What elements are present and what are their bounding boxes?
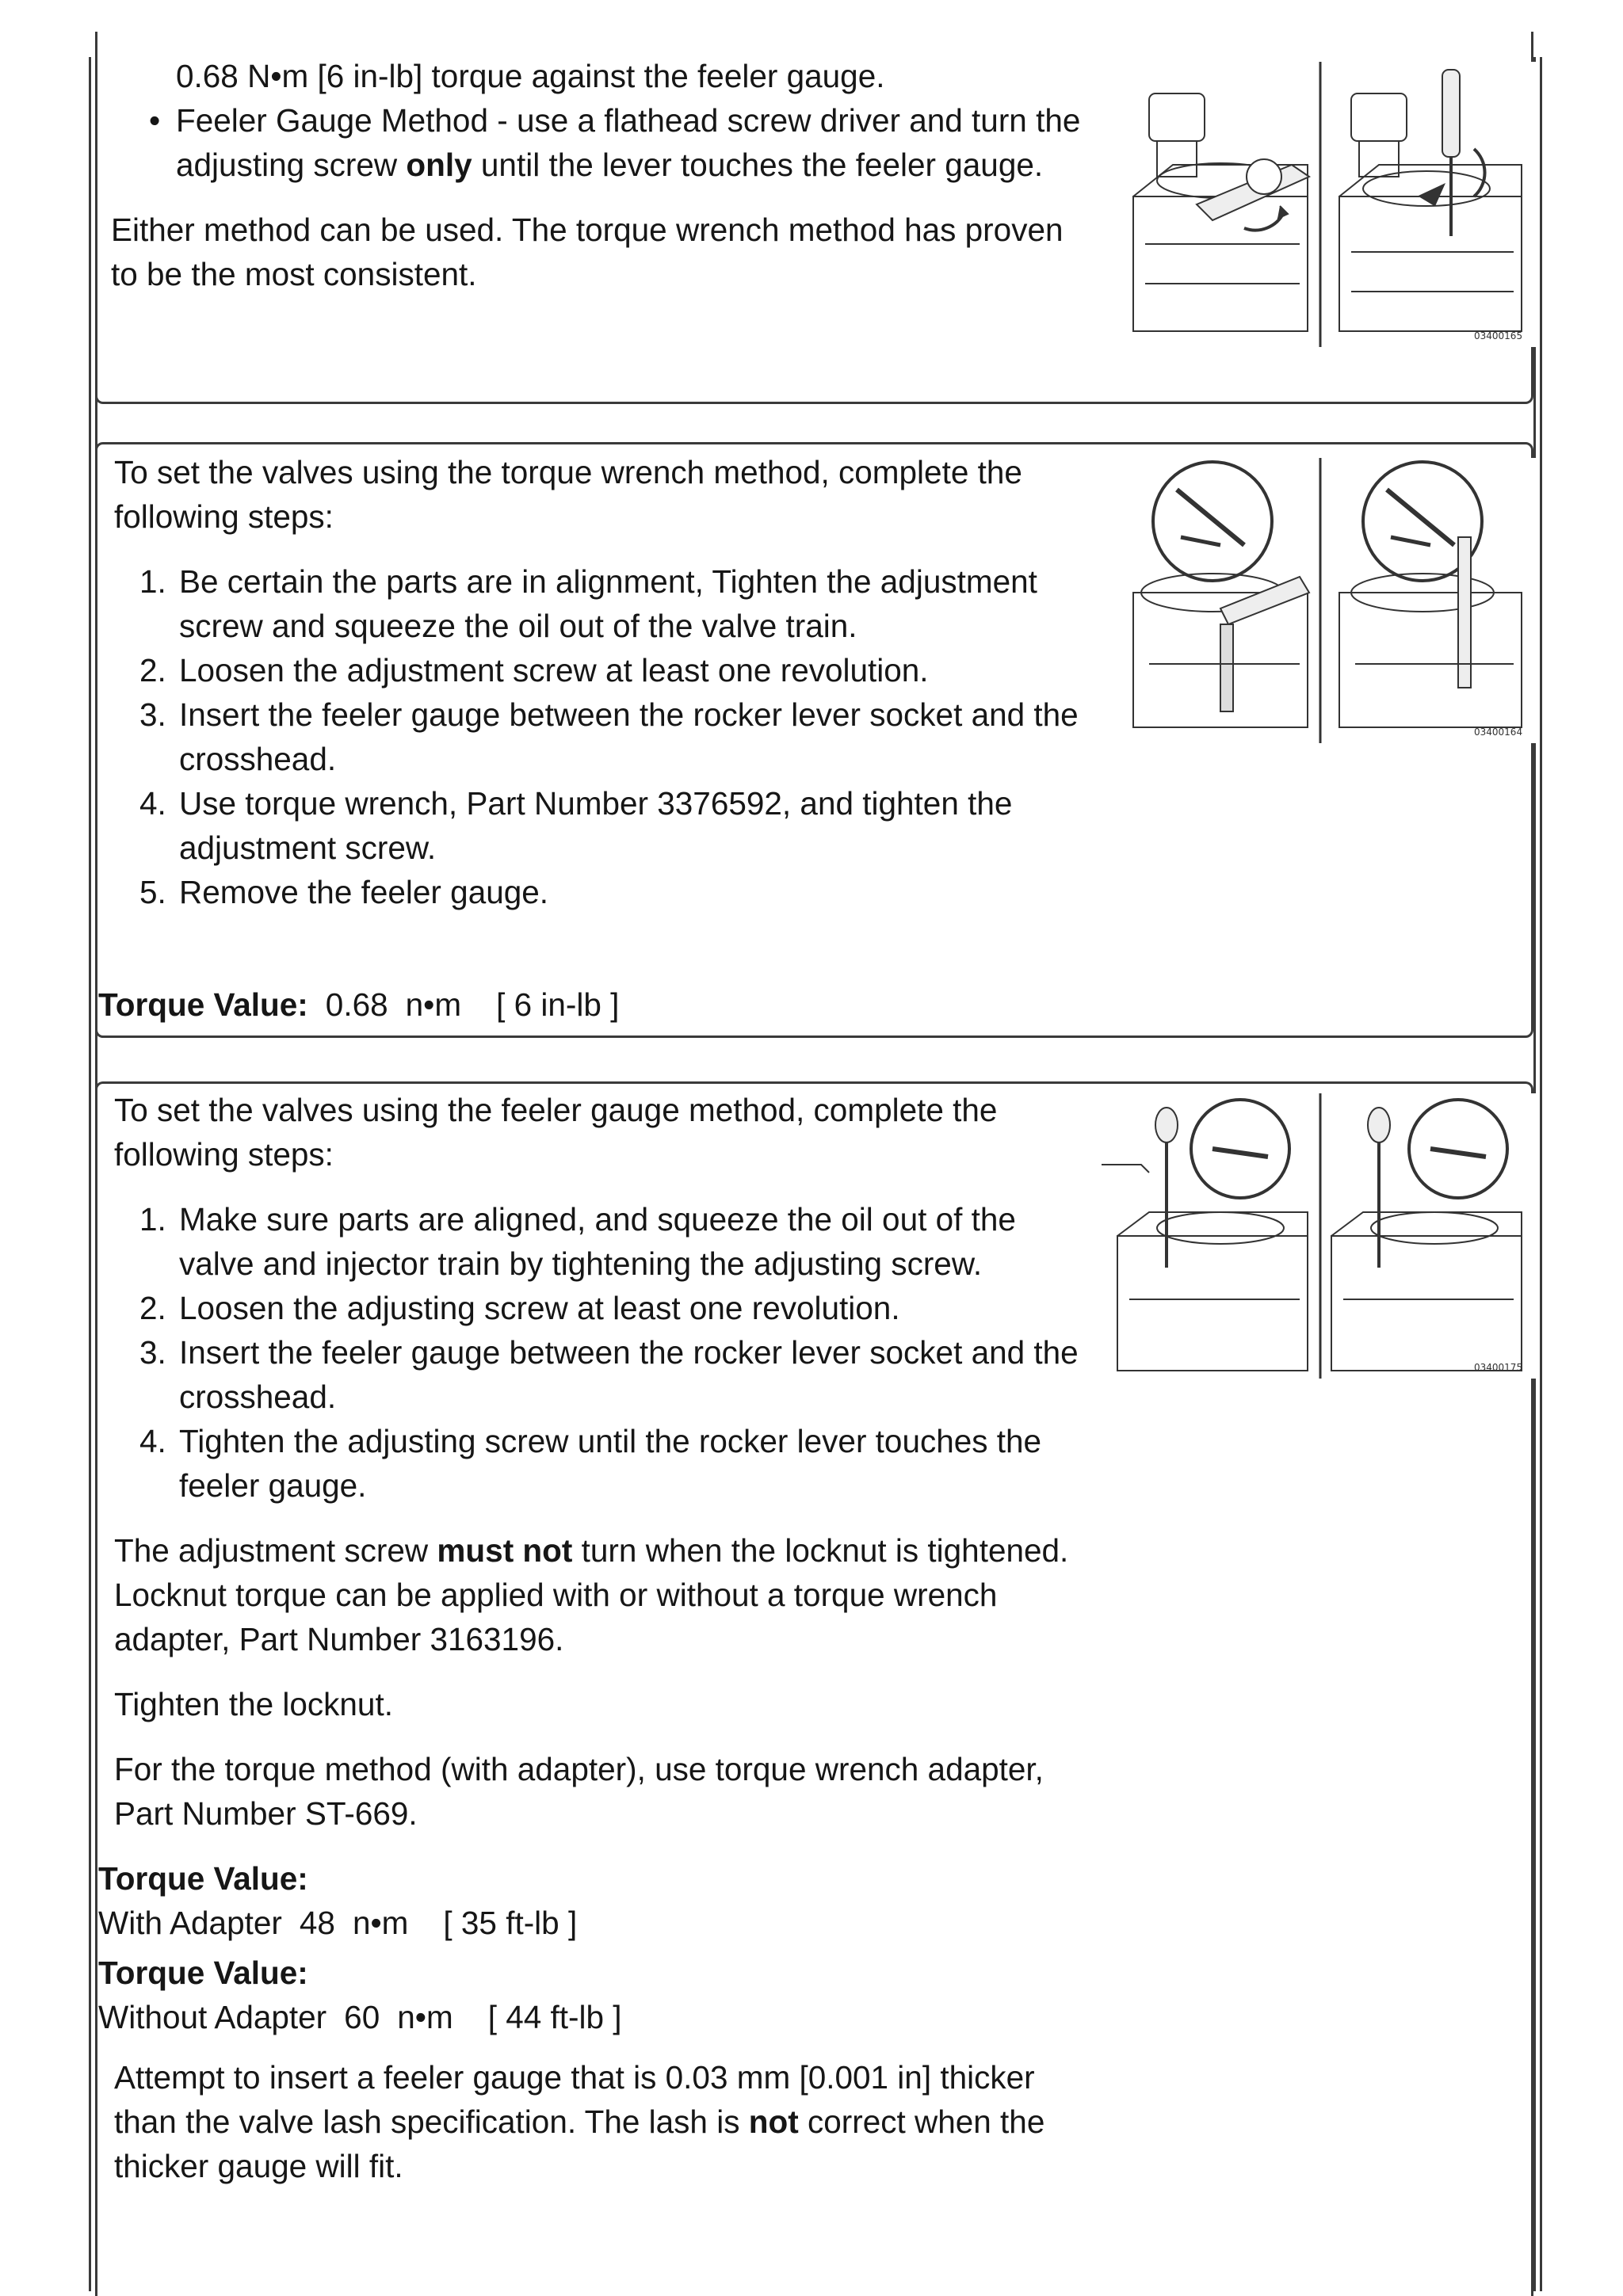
step-item: 1. Be certain the parts are in alignment, Tighten the adjustment screw and squeeze the oil out of the valve train. — [139, 563, 1037, 644]
torque-method-intro: To set the valves using the torque wrench method, complete the following steps: — [114, 454, 1022, 535]
figure-code: 03400175 — [1474, 1362, 1523, 1373]
feeler-method-steps — [114, 1197, 1089, 1508]
step-item: 2. Loosen the adjusting screw at least one revolution. — [139, 1290, 900, 1326]
tighten-locknut: Tighten the locknut. — [114, 1686, 393, 1722]
adapter-note: For the torque method (with adapter), use torque wrench adapter, Part Number ST-669. — [114, 1751, 1044, 1832]
figure-code: 03400164 — [1474, 727, 1523, 738]
thicker-gauge-check: Attempt to insert a feeler gauge that is 0.03 mm [0.001 in] thicker than the valve lash specification. The lash is not correct when the thicker gauge will fit. — [114, 2059, 1045, 2184]
torque-value-with-adapter: Torque Value: With Adapter 48 n•m [ 35 ft-lb ] — [98, 1860, 578, 1941]
bullet-marker: • — [149, 102, 161, 139]
locknut-note: The adjustment screw must not turn when the locknut is tightened. Locknut torque can be applied with or without a torque wrench adapter, Part Number 3163196. — [114, 1532, 1069, 1657]
feeler-gauge-adjusting-screw-illustration — [1102, 1093, 1539, 1379]
step-item: 4. Use torque wrench, Part Number 3376592, and tighten the adjustment screw. — [139, 785, 1013, 866]
bullet-feeler-gauge-method: • Feeler Gauge Method - use a flathead screw driver and turn the adjusting screw only until the lever touches the feeler gauge. — [111, 98, 1086, 187]
step-item: 2. Loosen the adjustment screw at least one revolution. — [139, 652, 929, 688]
method-bullet-list — [111, 98, 1086, 187]
section1-text — [111, 54, 1086, 296]
feeler-method-intro: To set the valves using the feeler gauge method, complete the following steps: — [114, 1092, 998, 1173]
figure-03400165 — [1102, 62, 1539, 347]
method-note: Either method can be used. The torque wrench method has proven to be the most consistent. — [111, 212, 1064, 292]
section3-text — [114, 1088, 1089, 1836]
step-item: 3. Insert the feeler gauge between the rocker lever socket and the crosshead. — [139, 1334, 1079, 1415]
step-item: 3. Insert the feeler gauge between the rocker lever socket and the crosshead. — [139, 696, 1079, 777]
torque-value-row: Torque Value: 0.68 n•m [ 6 in-lb ] — [98, 986, 620, 1023]
torque-wrench-and-screwdriver-illustration — [1102, 62, 1539, 347]
torque-wrench-feeler-gauge-illustration — [1102, 458, 1539, 743]
step-item: 1. Make sure parts are aligned, and squeeze the oil out of the valve and injector train by tightening the adjusting screw. — [139, 1201, 1016, 1282]
figure-03400164 — [1102, 458, 1539, 743]
figure-code: 03400165 — [1474, 330, 1523, 341]
page-border-right-outer — [1540, 57, 1542, 2291]
torque-method-steps — [114, 559, 1089, 914]
intro-line: 0.68 N•m [6 in-lb] torque against the feeler gauge. — [176, 58, 885, 94]
step-item: 5. Remove the feeler gauge. — [139, 874, 549, 910]
step-item: 4. Tighten the adjusting screw until the rocker lever touches the feeler gauge. — [139, 1423, 1042, 1504]
torque-value-without-adapter: Torque Value: Without Adapter 60 n•m [ 44 ft-lb ] — [98, 1955, 622, 2035]
page-border-left-outer — [89, 57, 91, 2291]
section2-text — [114, 450, 1089, 914]
figure-03400175 — [1102, 1093, 1539, 1379]
